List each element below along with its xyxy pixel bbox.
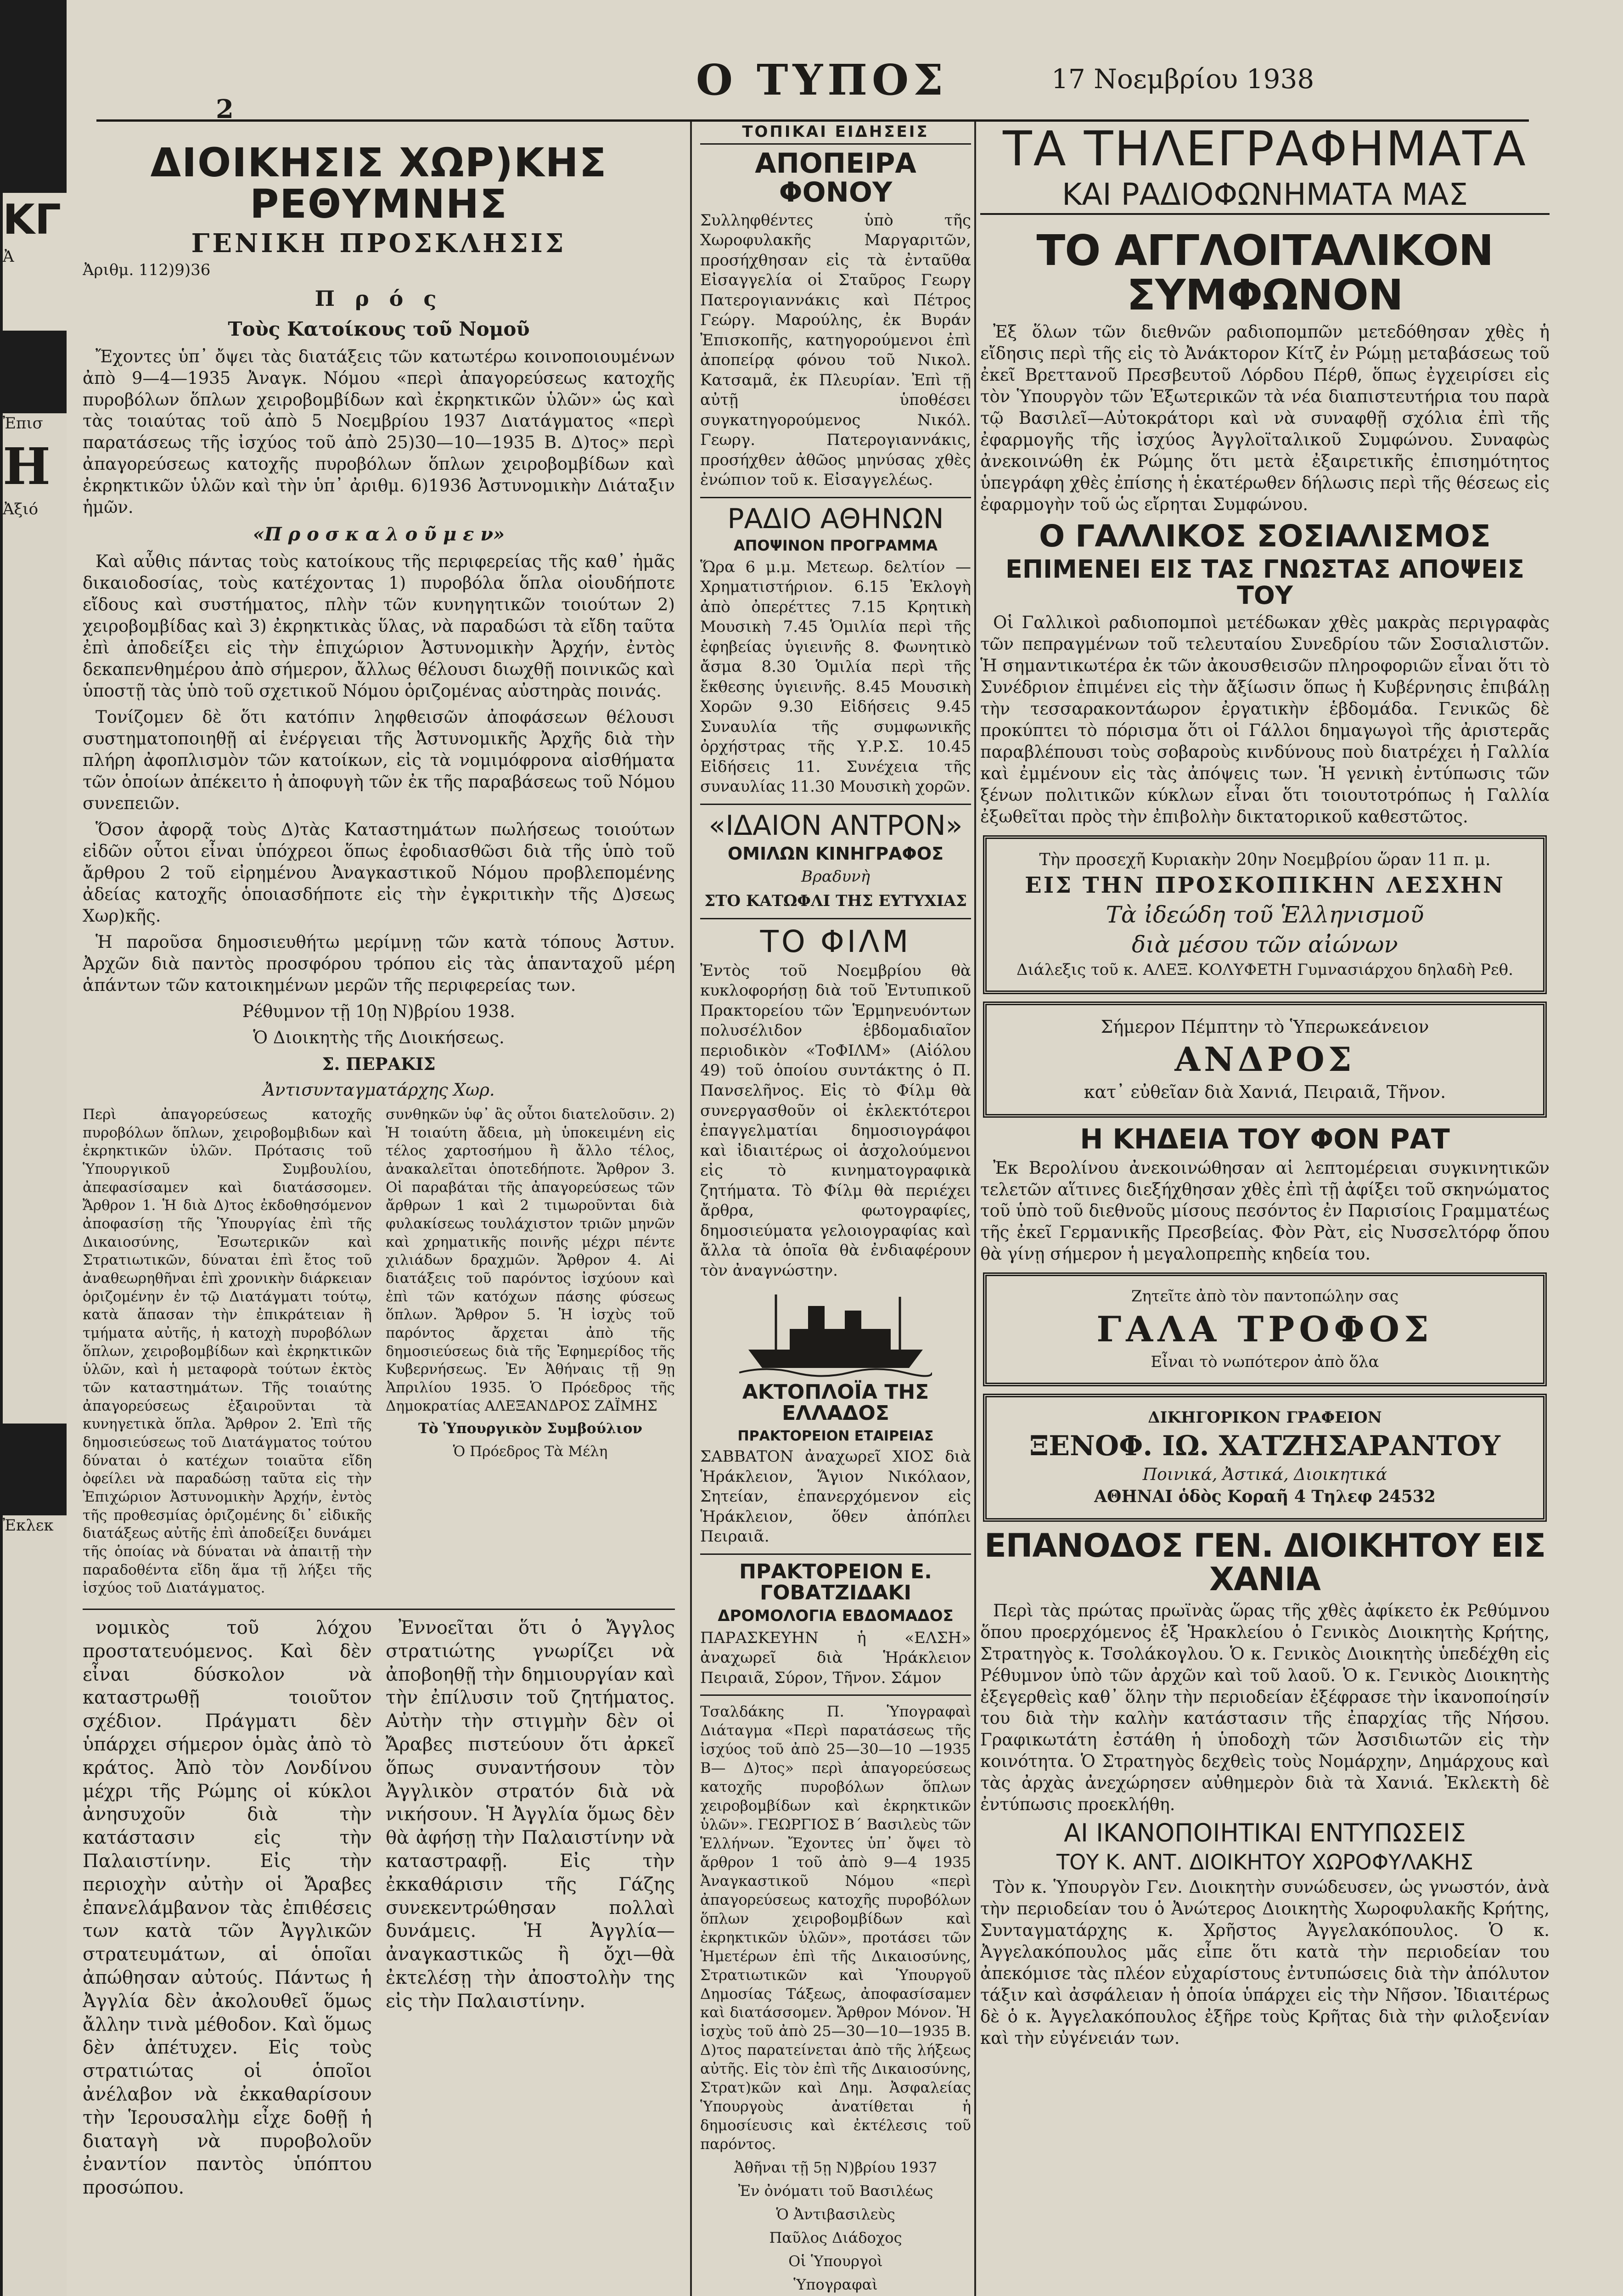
ad-line: διὰ μέσου τῶν αἰώνων <box>1132 931 1398 958</box>
ad-line: ΕΙΣ ΤΗΝ ΠΡΟΣΚΟΠΙΚΗΝ ΛΕΣΧΗΝ <box>1025 872 1505 898</box>
ad-line: ΑΘΗΝΑΙ ὁδὸς Κοραῆ 4 Τηλεφ 24532 <box>1094 1486 1436 1506</box>
proskaloumen-heading: «Π ρ ο σ κ α λ ο ῦ μ ε ν» <box>253 523 505 546</box>
section-divider <box>700 804 971 805</box>
ship-schedule: ΠΑΡΑΣΚΕΥΗΝ ἡ «ΕΛΣΗ» ἀναχωρεῖ διὰ Ἡράκλειον Πειραιᾶ, Σύρον, Τῆνον. Σάμον <box>700 1628 971 1687</box>
subheadline-govatzidaki: ΔΡΟΜΟΛΟΓΙΑ ΕΒΔΟΜΑΔΟΣ <box>718 1606 954 1625</box>
edge-fragment: Ἀ <box>3 248 14 266</box>
signature-place: Ρέθυμνον τῇ 10ῃ Ν)βρίου 1938. <box>242 1001 516 1021</box>
article-paragraph: Τὸν κ. Ὑπουργὸν Γεν. Διοικητὴν συνώδευσεν, ὡς γνωστόν, ἀνὰ τὴν περιοδείαν του ὁ Ἀνώτερος Διοικητὴς Χωροφυλακῆς Κρήτης, Συνταγματάρχης κ. Χρῆστος Ἀγγελακόπουλος. Ὁ κ. Ἀγγελακόπουλος μᾶς εἶπε ὅτι κατὰ τὴν περιοδείαν του ἀπεκόμισε τὰς πλέον εὐχαρίστους ἐντυπώσεις διὰ τὴν ἀπόλυτον τάξιν καὶ ἀσφάλειαν ἡ ὁποία ὑπάρχει εἰς τὴν Νῆσον. Ἰδιαιτέρως δὲ ὁ κ. Ἀγγελακόπουλος ἐξῆρε τοὺς Κρῆτας διὰ τὴν φιλοξενίαν καὶ τὴν εὐγένειάν των. <box>980 1877 1550 2048</box>
idaion-line: Βραδυνὴ <box>801 867 870 886</box>
reference-number: Ἀριθμ. 112)9)36 <box>83 261 211 280</box>
section-divider <box>700 1694 971 1696</box>
edge-fragment: ΚΓ <box>3 196 62 244</box>
ad-line: Διάλεξις τοῦ κ. ΑΛΕΞ. ΚΟΛΥΦΕΤΗ Γυμνασιάρχου δηλαδὴ Ρεθ. <box>1016 960 1513 979</box>
section-title-local-news: ΤΟΠΙΚΑΙ ΕΙΔΗΣΕΙΣ <box>700 124 971 145</box>
ad-line: κατ᾽ εὐθεῖαν διὰ Χανιά, Πειραιᾶ, Τῆνον. <box>1084 1082 1446 1103</box>
headline-govatzidaki: ΠΡΑΚΤΟΡΕΙΟΝ Ε. ΓΟΒΑΤΖΙΔΑΚΙ <box>739 1559 932 1604</box>
article-paragraph: Ἔχοντες ὑπ᾽ ὄψει τὰς διατάξεις τῶν κατωτέρω κοινοποιουμένων ἀπὸ 9—4—1935 Ἀναγκ. Νόμου «περὶ ἀπαγορεύσεως κατοχῆς πυροβόλων ὅπλων χειροβομβίδων καὶ ἐκρηκτικῶν ὑλῶν» ὡς καὶ τὰς τοιαύτας τοῦ ἀπὸ 5 Νοεμβρίου 1937 Διατάγματος «περὶ παρατάσεως τῆς ἰσχύος τοῦ ἀπὸ 25)30—10—1935 Β. Δ)τος» περὶ ἀπαγορεύσεως κατοχῆς πυροβόλων ὅπλων χειροβομβίδων καὶ ἐκρηκτικῶν ὑλῶν καὶ τὴν ὑπ᾽ ἀριθμ. 6)1936 Ἀστυνομικὴν Διάταξιν ἡμῶν. <box>83 346 675 518</box>
lawyer-ad-box <box>983 1394 1547 1521</box>
decree-signature: Οἱ Ὑπουργοὶ <box>788 2252 883 2270</box>
article-paragraph: Τονίζομεν δὲ ὅτι κατόπιν ληφθεισῶν ἀποφάσεων θέλουσι συστηματοποιηθῇ αἱ ἐνέργειαι τῆς Ἀστυνομικῆς Ἀρχῆς διὰ τὴν πλήρη ἀφοπλισμὸν τῶν κατοίκων, εἰς τὰ νομιμόφρονα αἰσθήματα τῶν ὁποίων ἀπέκειτο ἡ ἀποφυγὴ τῶν ἐκ τῆς παραβάσεως τοῦ Νόμου συνεπειῶν. <box>83 707 675 814</box>
edge-fragment-panel <box>3 193 67 331</box>
signature-role: Ἀντισυνταγματάρχης Χωρ. <box>263 1080 495 1100</box>
milk-ad-box <box>983 1272 1547 1386</box>
ship-illustration <box>700 1285 971 1377</box>
decree-signature: Ἐν ὀνόματι τοῦ Βασιλέως <box>738 2182 933 2200</box>
ad-line: Σήμερον Πέμπτην τὸ Ὑπερωκεάνειον <box>1101 1016 1429 1037</box>
column-divider <box>974 122 976 2296</box>
lower-article-right: Ἐννοεῖται ὅτι ὁ Ἄγγλος στρατιώτης γνωρίζει νὰ ἀποβοηθῇ τὴν δημιουργίαν καὶ τὴν ἐπίλυσιν τοῦ ζητήματος. Αὐτὴν τὴν στιγμὴν δὲν οἱ Ἄραβες πιστεύουν ὅτι ἀρκεῖ ὅπως συναντήσουν τὸν Ἀγγλικὸν στρατόν διὰ νὰ νικήσουν. Ἡ Ἀγγλία ὅμως δὲν θὰ ἀφήσῃ τὴν Παλαιστίνην νὰ καταστραφῇ. Εἰς τὴν ἐκκαθάρισιν τῆς Γάζης συνεκεντρώθησαν πολλαὶ δυνάμεις. Ἡ Ἀγγλία—ἀναγκαστικῶς ἢ ὄχι—θὰ ἐκτελέσῃ τὴν ἀποστολὴν της εἰς τὴν Παλαιστίνην. <box>386 1617 675 2012</box>
article-paragraph: Ἡ παροῦσα δημοσιευθήτω μερίμνῃ τῶν κατὰ τόπους Ἀστυν. Ἀρχῶν διὰ παντὸς προσφόρου τρόπου εἰς τὰς ἁπανταχοῦ μέρη ἁπάντων τῶν κατοικημένων μερῶν τῆς περιφερείας των. <box>83 932 675 995</box>
headline-dioikisis: ΔΙΟΙΚΗΣΙΣ ΧΩΡ)ΚΗΣ ΡΕΘΥΜΝΗΣ <box>150 140 607 228</box>
headline-idaion: «ΙΔΑΙΟΝ ΑΝΤΡΟΝ» <box>708 809 963 842</box>
section-divider <box>83 1609 675 1610</box>
article-paragraph: Ἐξ ὅλων τῶν διεθνῶν ραδιοπομπῶν μετεδόθησαν χθὲς ἡ εἴδησις περὶ τῆς εἰς τὸ Ἀνάκτορον Κίτζ ἐν Ρώμῃ μεταβάσεως τοῦ ἐκεῖ Βρεττανοῦ Πρεσβευτοῦ Λόρδου Πέρθ, ὅπως ἐγχειρίσει εἰς τὸν Ὑπουργὸν τῶν Ἐξωτερικῶν τὰ νέα διαπιστευτήρια του παρὰ τῷ Βασιλεῖ—Αὐτοκράτορι καὶ νὰ συναφθῇ σχόλια ἐπὶ τῆς ἐφαρμογῆς τῆς ἰσχύος Ἀγγλοϊταλικοῦ Συμφώνου. Συναφὼς ἀνεκοινώθη ἐκ Ρώμης ὅτι μετὰ ἐξαιρετικῆς ἐπισημότητος ὑπεγράφη χθὲς ἐπίσης ἡ ἑκατέρωθεν δήλωσις περὶ τῆς θέσεως εἰς ἐφαρμογὴν τοῦ ὡς εἴρηται Συμφώνου. <box>980 321 1550 514</box>
headline-apopeira: ΑΠΟΠΕΙΡΑ ΦΟΝΟΥ <box>755 147 916 208</box>
pros-subheading: Τοὺς Κατοίκους τοῦ Νομοῦ <box>228 317 530 340</box>
ad-line: Εἶναι τὸ νωπότερον ἀπὸ ὅλα <box>1151 1352 1379 1371</box>
decree-signature: Παῦλος Διάδοχος <box>769 2228 902 2246</box>
article-paragraph: Καὶ αὖθις πάντας τοὺς κατοίκους τῆς περιφερείας τῆς καθ᾽ ἡμᾶς δικαιοδοσίας, τοὺς κατέχοντας 1) πυροβόλα ὅπλα οἱουδήποτε εἴδους καὶ συστήματος, πλὴν τῶν κυνηγητικῶν τοιούτων 2) χειροβομβίδας καὶ 3) ἐκρηκτικὰς ὕλας, νὰ παραδώσι τὰ εἴδη ταῦτα ἐπὶ ἀποδείξει εἰς τὴν ἐπιχώριον Ἀστυνομικὴν Ἀρχήν, ἐντὸς δεκαπενθημέρου ἀπὸ σήμερον, ἄλλως θέλουσι διωχθῇ ποινικῶς καὶ ὑποστῇ τὰς ὑπὸ τοῦ σχετικοῦ Νόμου ὁριζομένας αὐστηρὰς ποινάς. <box>83 551 675 701</box>
subheadline-gallic-socialism: ΕΠΙΜΕΝΕΙ ΕΙΣ ΤΑΣ ΓΝΩΣΤΑΣ ΑΠΟΨΕΙΣ ΤΟΥ <box>1005 554 1525 610</box>
adjacent-page-edge <box>0 0 67 2296</box>
column-left <box>83 124 675 2296</box>
masthead-title: Ο ΤΥΠΟΣ <box>696 55 948 105</box>
column-divider <box>690 122 692 2296</box>
ship-schedule: ΣΑΒΒΑΤΟΝ ἀναχωρεῖ ΧΙΟΣ διὰ Ἡράκλειον, Ἅγιον Νικόλαον, Σητείαν, ἐπανερχόμενον εἰς Ἡράκλειον, ὅθεν ἀπόπλει Πειραιᾶ. <box>700 1447 971 1546</box>
ad-line: ΔΙΚΗΓΟΡΙΚΟΝ ΓΡΑΦΕΙΟΝ <box>1148 1408 1382 1427</box>
headline-anglo-italian: ΤΟ ΑΓΓΛΟΙΤΑΛΙΚΟΝ ΣΥΜΦΩΝΟΝ <box>1036 226 1494 320</box>
andros-ad-box <box>983 1002 1547 1118</box>
headline-aktoploia: ΑΚΤΟΠΛΟΪΑ ΤΗΣ ΕΛΛΑΔΟΣ <box>742 1380 929 1425</box>
masthead-date: 17 Νοεμβρίου 1938 <box>1051 63 1314 95</box>
edge-fragment-panel <box>3 413 67 1424</box>
edge-fragment-panel <box>3 1515 67 2296</box>
subheadline-aktoploia: ΠΡΑΚΤΟΡΕΙΟΝ ΕΤΑΙΡΕΙΑΣ <box>737 1428 934 1444</box>
ad-line: ΓΑΛΑ ΤΡΟΦΟΣ <box>1096 1308 1433 1350</box>
page-number: 2 <box>216 94 234 124</box>
law-signature: Ὁ Πρόεδρος Τὰ Μέλη <box>453 1443 608 1460</box>
law-signature: Τὸ Ὑπουργικὸν Συμβούλιον <box>418 1420 643 1437</box>
ad-line: Τὰ ἰδεώδη τοῦ Ἑλληνισμοῦ <box>1106 901 1424 928</box>
law-text-left: Περὶ ἀπαγορεύσεως κατοχῆς πυροβόλων ὅπλων, χειροβομβιδων καὶ ἐκρηκτικῶν ὑλῶν. Πρότασις τοῦ Ὑπουργικοῦ Συμβουλίου, ἀπεφασίσαμεν καὶ διατάσσομεν. Ἄρθρον 1. Ἡ διὰ Δ)τος ἐκδοθησόμενον ἀποφασίσῃ τῆς Ὑπουργίας ἐπὶ τῆς Δικαιοσύνης, Ἐσωτερικῶν καὶ Στρατιωτικῶν, δύναται ἐπὶ ἔτος τοῦ ἀναθεωρηθῆναι ἐπὶ χρονικὴν διάρκειαν ὁριζομένην ἐν τῷ Διατάγματι τούτῳ, κατὰ ἅπασαν τὴν ἐπικράτειαν ἢ τμήματα αὐτῆς, ἡ κατοχὴ πυροβόλων ὅπλων, χειροβομβίδων καὶ ἐκρηκτικῶν ὑλῶν, καὶ ἡ μεταφορὰ τούτων ἐκτὸς τῶν καταστημάτων. Τῆς τοιαύτης ἀπαγορεύσεως ἐξαιροῦνται τὰ κυνηγετικὰ ὅπλα. Ἄρθρον 2. Ἐπὶ τῆς δημοσιεύσεως τοῦ Διατάγματος τούτου δύναται ὁ κατέχων τοιαῦτα εἴδη ὀφείλει νὰ παραδώσῃ ταῦτα εἰς τὴν Ἐπιχώριον Ἀστυνομικὴν Ἀρχήν, ἐντὸς τῆς προθεσμίας ὁριζομένης δι᾽ εἰδικῆς διατάξεως αὐτῆς ἐπὶ ἀποδείξει δυνάμει τῆς ὁποίας νὰ δύναται νὰ ἀπαιτῇ τὴν παραδοθέντα εἴδη ἅμα τῇ λήξει τῆς ἰσχύος τοῦ Διατάγματος. <box>83 1106 372 1597</box>
law-text-right: συνθηκῶν ὑφ᾽ ἃς οὗτοι διατελοῦσιν. 2) Ἡ τοιαύτη ἄδεια, μὴ ὑποκειμένη εἰς τέλος χαρτοσήμου ἢ ἄλλο τέλος, ἀνακαλεῖται ὁποτεδήποτε. Ἄρθρον 3. Οἱ παραβάται τῆς ἀπαγορεύσεως τῶν ἄρθρων 1 καὶ 2 τιμωροῦνται διὰ φυλακίσεως τουλάχιστον τριῶν μηνῶν καὶ χρηματικῆς ποινῆς μέχρι πέντε χιλιάδων δραχμῶν. Ἄρθρον 4. Αἱ διατάξεις τοῦ παρόντος ἰσχύουν καὶ ἐπὶ τῶν κατόχων πάσης φύσεως ὅπλων. Ἄρθρον 5. Ἡ ἰσχὺς τοῦ παρόντος ἄρχεται ἀπὸ τῆς δημοσιεύσεως διὰ τῆς Ἐφημερίδος τῆς Κυβερνήσεως. Ἐν Ἀθήναις τῇ 9ῃ Ἀπριλίου 1935. Ὁ Πρόεδρος τῆς Δημοκρατίας ΑΛΕΞΑΝΔΡΟΣ ΖΑΪΜΗΣ <box>386 1106 675 1414</box>
steamship-icon <box>739 1285 932 1377</box>
signature-name: Σ. ΠΕΡΑΚΙΣ <box>322 1053 436 1074</box>
headline-funeral: Η ΚΗΔΕΙΑ ΤΟΥ ΦΟΝ ΡΑΤ <box>1080 1123 1450 1155</box>
section-divider <box>700 918 971 919</box>
idaion-film-title: ΣΤΟ ΚΑΤΩΦΛΙ ΤΗΣ ΕΥΤΥΧΙΑΣ <box>704 892 967 911</box>
law-text-columns <box>83 1106 675 1602</box>
header-rule <box>96 119 1529 122</box>
lower-article-columns <box>83 1616 675 2204</box>
subheadline-prosklisis: ΓΕΝΙΚΗ ΠΡΟΣΚΛΗΣΙΣ <box>191 228 567 259</box>
article-paragraph: Περὶ τὰς πρώτας πρωϊνὰς ὥρας τῆς χθὲς ἀφίκετο ἐκ Ρεθύμνου ὅπου προερχόμενος ἐξ Ἡρακλείου ὁ Γενικὸς Διοικητὴς Κρήτης, Στρατηγὸς κ. Τσολάκογλου. Ὁ κ. Γενικὸς Διοικητὴς ὑπεδέχθη εἰς Ρέθυμνον ὑπὸ τῶν ἀρχῶν καὶ τοῦ λαοῦ. Ὁ κ. Γενικὸς Διοικητὴς ἐξεγερθεὶς καθ᾽ ὅλην τὴν περιοδείαν ἐξέφρασε τὴν ἱκανοποίησίν του διὰ τὴν καλὴν κατάστασιν τῆς ἐπαρχίας τῆς Νήσου. Γραφικωτάτη ἐστάθη ἡ ὑποδοχὴ τῶν Ἀσσιδιωτῶν εἰς τὴν κοινότητα. Ὁ Στρατηγὸς δεχθεὶς τοὺς Νομάρχην, Δημάρχους καὶ τὰς ἀρχὰς ἀνεχώρησεν αὐθημερὸν διὰ τὰ Χανιά. Ἐκλεκτὴ δὲ ἐντύπωσις προεκλήθη. <box>980 1600 1550 1815</box>
subheadline-radiofonimata: ΚΑΙ ΡΑΔΙΟΦΩΝΗΜΑΤΑ ΜΑΣ <box>980 179 1550 215</box>
decree-text: Τσαλδάκης Π. Ὑπογραφαὶ Διάταγμα «Περὶ παρατάσεως τῆς ἰσχύος τοῦ ἀπὸ 25—30—10 —1935 Β— Δ)τος» περὶ ἀπαγορεύσεως κατοχῆς πυροβόλων ὅπλων χειροβομβίδων καὶ ἐκρηκτικῶν ὑλῶν». ΓΕΩΡΓΙΟΣ Β΄ Βασιλεὺς τῶν Ἑλλήνων. Ἔχοντες ὑπ᾽ ὄψει τὸ ἄρθρον 1 τοῦ ἀπὸ 9—4 1935 Ἀναγκαστικοῦ Νόμου «περὶ ἀπαγορεύσεως κατοχῆς πυροβόλων ὅπλων χειροβομβίδων καὶ ἐκρηκτικῶν ὑλῶν», προτάσει τῶν Ἡμετέρων ἐπὶ τῆς Δικαιοσύνης, Στρατιωτικῶν καὶ Ὑπουργοῦ Δημοσίας Τάξεως, ἀποφασίσαμεν καὶ διατάσσομεν. Ἄρθρον Μόνον. Ἡ ἰσχὺς τοῦ ἀπὸ 25—30—10—1935 Β. Δ)τος παρατείνεται ἀπὸ τῆς λήξεως αὐτῆς. Εἰς τὸν ἐπὶ τῆς Δικαιοσύνης, Στρατ)κῶν καὶ Δημ. Ἀσφαλείας Ὑπουργοὺς ἀνατίθεται ἡ δημοσίευσις καὶ ἐκτέλεσις τοῦ παρόντος. <box>700 1703 971 2153</box>
edge-fragment: Ἀξιό <box>3 500 39 519</box>
edge-fragment: Ἐπισ <box>3 414 43 433</box>
signature-title: Ὁ Διοικητὴς τῆς Διοικήσεως. <box>253 1027 505 1047</box>
section-divider <box>700 497 971 498</box>
article-paragraph: Οἱ Γαλλικοὶ ραδιοπομποὶ μετέδωκαν χθὲς μακρὰς περιγραφὰς τῶν πεπραγμένων τοῦ τελευταίου Συνεδρίου τῶν Σοσιαλιστῶν. Ἡ σημαντικωτέρα ἐκ τῶν ἀκουσθεισῶν πληροφοριῶν εἶναι ὅτι τὸ Συνέδριον ἐπιμένει εἰς τὴν ἄξίωσιν ὅπως ἡ Κυβέρνησις ἐπιβάλῃ τὴν τεσσαρακοντάωρον ἐργατικὴν ἑβδομάδα. Γενικῶς δὲ προκύπτει τὸ πόρισμα ὅτι οἱ Γάλλοι δημαγωγοὶ τῆς ἀριστερᾶς παραβλέπουσι τοὺς σοβαροὺς κινδύνους ποὺ διατρέχει ἡ Γαλλία καὶ ἐμμένουν εἰς τὰς ἀπόψεις των. Ἡ γενικὴ ἐντύπωσις τῶν ξένων πολιτικῶν κύκλων εἶναι ὅτι τοιουτοτρόπως ἡ Γαλλία ἐξωθεῖται πρὸς τὴν ἐπιβολὴν δικτατορικοῦ καθεστῶτος. <box>980 613 1550 827</box>
column-middle <box>700 124 971 2296</box>
subheadline-radio: ΑΠΟΨΙΝΟΝ ΠΡΟΓΡΑΜΜΑ <box>733 536 938 554</box>
ad-line: ΑΝΔΡΟΣ <box>1174 1040 1355 1079</box>
lecture-ad-box <box>983 835 1547 994</box>
edge-fragment: Η <box>3 437 51 496</box>
decree-signature: Ὑπογραφαὶ <box>793 2275 878 2293</box>
headline-radio: ΡΑΔΙΟ ΑΘΗΝΩΝ <box>727 502 944 535</box>
pros-heading: Π ρ ό ς <box>314 286 443 311</box>
ad-line: Ποινικά, Ἀστικά, Διοικητικά <box>1142 1465 1387 1484</box>
headline-tilegrafimata: ΤΑ ΤΗΛΕΓΡΑΦΗΜΑΤΑ <box>1003 124 1527 177</box>
headline-satisfaction: ΑΙ ΙΚΑΝΟΠΟΙΗΤΙΚΑΙ ΕΝΤΥΠΩΣΕΙΣ <box>1064 1818 1466 1848</box>
ad-line: Ζητεῖτε ἀπὸ τὸν παντοπώλην σας <box>1131 1287 1399 1306</box>
edge-fragment: Ἐκλεκ <box>3 1516 54 1535</box>
subheadline-satisfaction: ΤΟΥ Κ. ΑΝΤ. ΔΙΟΙΚΗΤΟΥ ΧΩΡΟΦΥΛΑΚΗΣ <box>1056 1850 1473 1875</box>
headline-gallic-socialism: Ο ΓΑΛΛΙΚΟΣ ΣΟΣΙΑΛΙΣΜΟΣ <box>1039 518 1491 554</box>
headline-tofilm: ΤΟ ΦΙΛΜ <box>760 923 911 959</box>
article-paragraph: Ὅσον ἀφορᾷ τοὺς Δ)τὰς Καταστημάτων πωλήσεως τοιούτων εἰδῶν οὗτοι εἶναι ὑπόχρεοι ὅπως ἐφοδιασθῶσι διὰ τῆς ὑπὸ τοῦ ἄρθρου 2 τοῦ εἰρημένου Ἀναγκαστικοῦ Νόμου προβλεπομένης ἀδείας κατοχῆς ὁποιασδήποτε εἰς τὴν ἐγκριτικὴν τῆς Δ)σεως Χωρ)κῆς. <box>83 820 675 926</box>
column-right <box>980 124 1550 2296</box>
subheadline-idaion: ΟΜΙΛΩΝ ΚΙΝΗΓΡΑΦΟΣ <box>727 843 944 864</box>
ad-line: Τὴν προσεχῆ Κυριακὴν 20ην Νοεμβρίου ὥραν 11 π. μ. <box>1039 850 1491 870</box>
headline-return-governor: ΕΠΑΝΟΔΟΣ ΓΕΝ. ΔΙΟΙΚΗΤΟΥ ΕΙΣ ΧΑΝΙΑ <box>984 1526 1546 1598</box>
radio-program: Ὥρα 6 μ.μ. Μετεωρ. δελτίον —Χρηματιστήριον. 6.15 Ἐκλογὴ ἀπὸ ὀπερέττες 7.15 Κρητικὴ Μουσικὴ 7.45 Ὁμιλία περὶ τῆς ἐφηβείας ὑγιεινῆς 8. Φωνητικὸ ἄσμα 8.30 Ὁμιλία περὶ τῆς ἔκθεσης ὑγιεινῆς. 8.45 Μουσικὴ Χορῶν 9.30 Εἰδήσεις 9.45 Συναυλία τῆς συμφωνικῆς ὀρχήστρας τῆς Υ.Ρ.Σ. 10.45 Εἰδήσεις 11. Συνέχεια τῆς συναυλίας 11.30 Μουσικὴ χορῶν. <box>700 557 971 796</box>
ad-line: ΞΕΝΟΦ. ΙΩ. ΧΑΤΖΗΣΑΡΑΝΤΟΥ <box>1029 1429 1500 1462</box>
article-paragraph: Ἐντὸς τοῦ Νοεμβρίου θὰ κυκλοφορήσῃ διὰ τοῦ Ἐντυπικοῦ Πρακτορείου τῶν Ἑρμηνευόντων πολυσέλιδον ἑβδομαδιαῖον περιοδικὸν «ΤοΦΙΛΜ» (Αἰόλου 49) τοῦ ὁποίου συντάκτης ὁ Π. Πανσελῆνος. Εἰς τὸ Φίλμ θὰ συνεργασθοῦν οἱ ἐκλεκτότεροι ἐπαγγελματίαι δημοσιογράφοι καὶ ἰδιαιτέρως οἱ ἀσχολούμενοι εἰς τὸ κινηματογραφικὰ ζητήματα. Τὸ Φίλμ θὰ περιέχει ἄρθρα, φωτογραφίες, δημοσιεύματα γελοιογραφίας καὶ ἄλλα τὰ ὁποῖα θὰ ἐνδιαφέρουν τὸν ἀναγνώστην. <box>700 961 971 1280</box>
article-paragraph: Συλληφθέντες ὑπὸ τῆς Χωροφυλακῆς Μαργαριτῶν, προσήχθησαν εἰς τὰ ἐνταῦθα Εἰσαγγελία οἱ Σταῦρος Γεωργ Πατερογιαννάκις καὶ Πέτρος Γεώργ. Μαρούλης, ἐκ Βυράν Ἐπισκοπῆς, κατηγορούμενοι ἐπὶ ἀποπείρᾳ φόνου τοῦ Νικολ. Κατσαμᾶ, ἐκ Πλευρίαν. Ἐπὶ τῇ αὐτῇ ὑποθέσει συγκατηγορούμενος Νικόλ. Γεωργ. Πατερογιαννάκις, προσήχθεν ἀθῶος μηνύσας χθὲς ἐνώπιον τοῦ κ. Εἰσαγγελέως. <box>700 211 971 490</box>
decree-signature: Ὁ Ἀντιβασιλεὺς <box>776 2206 895 2223</box>
section-divider <box>700 1553 971 1555</box>
lower-article-left: νομικὸς τοῦ λόχου προστατευόμενος. Καὶ δὲν εἶναι δύσκολον νὰ καταστρωθῇ τοιοῦτον σχέδιον. Πράγματι δὲν ὑπάρχει σήμερον ὁμὰς ἀπὸ τὸ κράτος. Ἀπὸ τὸν Λονδίνου μέχρι τῆς Ρώμης οἱ κύκλοι ἀνησυχοῦν διὰ τὴν κατάστασιν εἰς τὴν Παλαιστίνην. Εἰς τὴν περιοχὴν αὐτὴν οἱ Ἄραβες ἐπανελάμβανον τὰς ἐπιθέσεις των κατὰ τῶν Ἀγγλικῶν στρατευμάτων, αἱ ὁποῖαι ἀπώθησαν αὐτούς. Πάντως ἡ Ἀγγλία δὲν ἀκολουθεῖ ὅμως ἄλλην τινὰ μέθοδον. Καὶ ὅμως δὲν ἀπέτυχεν. Εἰς τοὺς στρατιώτας οἱ ὁποῖοι ἀνέλαβον νὰ ἐκκαθαρίσουν τὴν Ἱερουσαλὴμ εἶχε δοθῇ ἡ διαταγὴ νὰ πυροβολοῦν ἐναντίον παντὸς ὑπόπτου προσώπου. <box>83 1617 372 2199</box>
article-paragraph: Ἐκ Βερολίνου ἀνεκοινώθησαν αἱ λεπτομέρειαι συγκινητικῶν τελετῶν αἵτινες διεξήχθησαν χθὲς ἐπὶ τῇ ἀφίξει τοῦ σκηνώματος τοῦ ὑπὸ τοῦ διεθνοῦς μίσους πεσόντος ἐν Παρισίοις Γραμματέως τῆς ἐκεῖ Γερμανικῆς Πρεσβείας. Φὸν Ρὰτ, εἰς Νυσσελτόρφ ὅπου θὰ γίνῃ σήμερον ἡ μεγαλοπρεπὴς κηδεία του. <box>980 1158 1550 1264</box>
decree-signature: Ἀθῆναι τῇ 5ῃ Ν)βρίου 1937 <box>734 2159 938 2177</box>
